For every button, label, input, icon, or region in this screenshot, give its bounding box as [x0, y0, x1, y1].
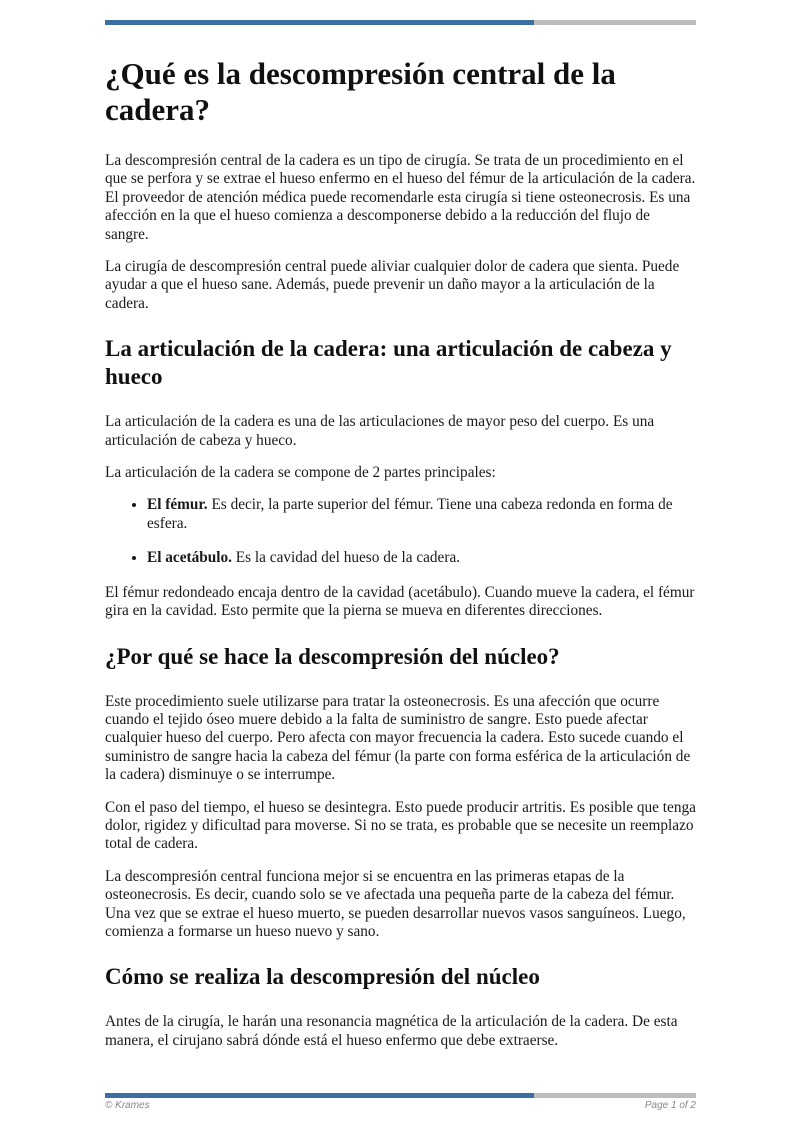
how-paragraph-1: Antes de la cirugía, le harán una resonancia magnética de la articulación de la cadera. De esta manera, el cirujano sabrá dónde está el hueso enfermo que debe extraerse. [105, 1013, 678, 1049]
copyright-text: © Krames [105, 1100, 150, 1111]
bottom-divider-gray [534, 1093, 696, 1098]
hip-joint-paragraph-1: La articulación de la cadera es una de las articulaciones de mayor peso del cuerpo. Es una articulación de cabeza y hueco. [105, 413, 655, 449]
page-title: ¿Qué es la descompresión central de la cadera? [105, 56, 616, 127]
hip-joint-paragraph-2: La articulación de la cadera se compone de 2 partes principales: [105, 464, 496, 482]
document-body [105, 56, 696, 1064]
bottom-divider-blue [105, 1093, 534, 1098]
bottom-divider-bar [105, 1093, 696, 1098]
section-heading-hip-joint: La articulación de la cadera: una articulación de cabeza y hueco [105, 336, 672, 390]
page-number: Page 1 of 2 [644, 1100, 696, 1111]
list-item-term: El fémur. [147, 496, 208, 514]
list-item-text: Es la cavidad del hueso de la cadera. [231, 549, 461, 567]
intro-paragraph-2: La cirugía de descompresión central puede aliviar cualquier dolor de cadera que sienta. Puede ayudar a que el hueso sane. Además, puede prevenir un daño mayor a la articulación de la cadera. [105, 258, 680, 312]
intro-paragraph-1: La descompresión central de la cadera es un tipo de cirugía. Se trata de un procedimiento en el que se perfora y se extrae el hueso enfermo en el hueso del fémur de la articulación de la cadera. El proveedor de atención médica puede recomendarle esta cirugía si tiene osteonecrosis. Es una afección en la que el hueso comienza a descomponerse debido a la reducción del flujo de sangre. [105, 152, 696, 243]
section-heading-why: ¿Por qué se hace la descompresión del núcleo? [105, 643, 560, 669]
list-item-acetabulum [147, 549, 696, 567]
list-item-text: Es decir, la parte superior del fémur. Tiene una cabeza redonda en forma de esfera. [147, 496, 673, 532]
page-footer [105, 1100, 696, 1111]
top-divider-gray [534, 20, 696, 25]
why-paragraph-1: Este procedimiento suele utilizarse para tratar la osteonecrosis. Es una afección que ocurre cuando el tejido óseo muere debido a la falta de suministro de sangre. Esto puede afectar cualquier hueso del cuerpo. Pero afecta con mayor frecuencia la cadera. Esto sucede cuando el suministro de sangre hacia la cabeza del fémur (la parte con forma esférica de la articulación de la cadera) disminuye o se interrumpe. [105, 692, 691, 784]
list-item-term: El acetábulo. [147, 549, 232, 567]
top-divider-blue [105, 20, 534, 25]
why-paragraph-2: Con el paso del tiempo, el hueso se desintegra. Esto puede producir artritis. Es posible que tenga dolor, rigidez y dificultad para moverse. Si no se trata, es probable que se necesite un reemplazo total de cadera. [105, 798, 696, 853]
hip-parts-list [105, 496, 696, 567]
list-item-femur [147, 496, 696, 533]
top-divider-bar [105, 20, 696, 25]
why-paragraph-3: La descompresión central funciona mejor si se encuentra en las primeras etapas de la osteonecrosis. Es decir, cuando solo se ve afectada una pequeña parte de la cabeza del fémur. Una vez que se extrae el hueso muerto, se pueden desarrollar nuevos vasos sanguíneos. Luego, comienza a formarse un hueso nuevo y sano. [105, 867, 686, 940]
section-heading-how: Cómo se realiza la descompresión del núcleo [105, 964, 540, 990]
hip-joint-paragraph-3: El fémur redondeado encaja dentro de la cavidad (acetábulo). Cuando mueve la cadera, el fémur gira en la cavidad. Esto permite que la pierna se mueva en diferentes direcciones. [105, 583, 695, 620]
